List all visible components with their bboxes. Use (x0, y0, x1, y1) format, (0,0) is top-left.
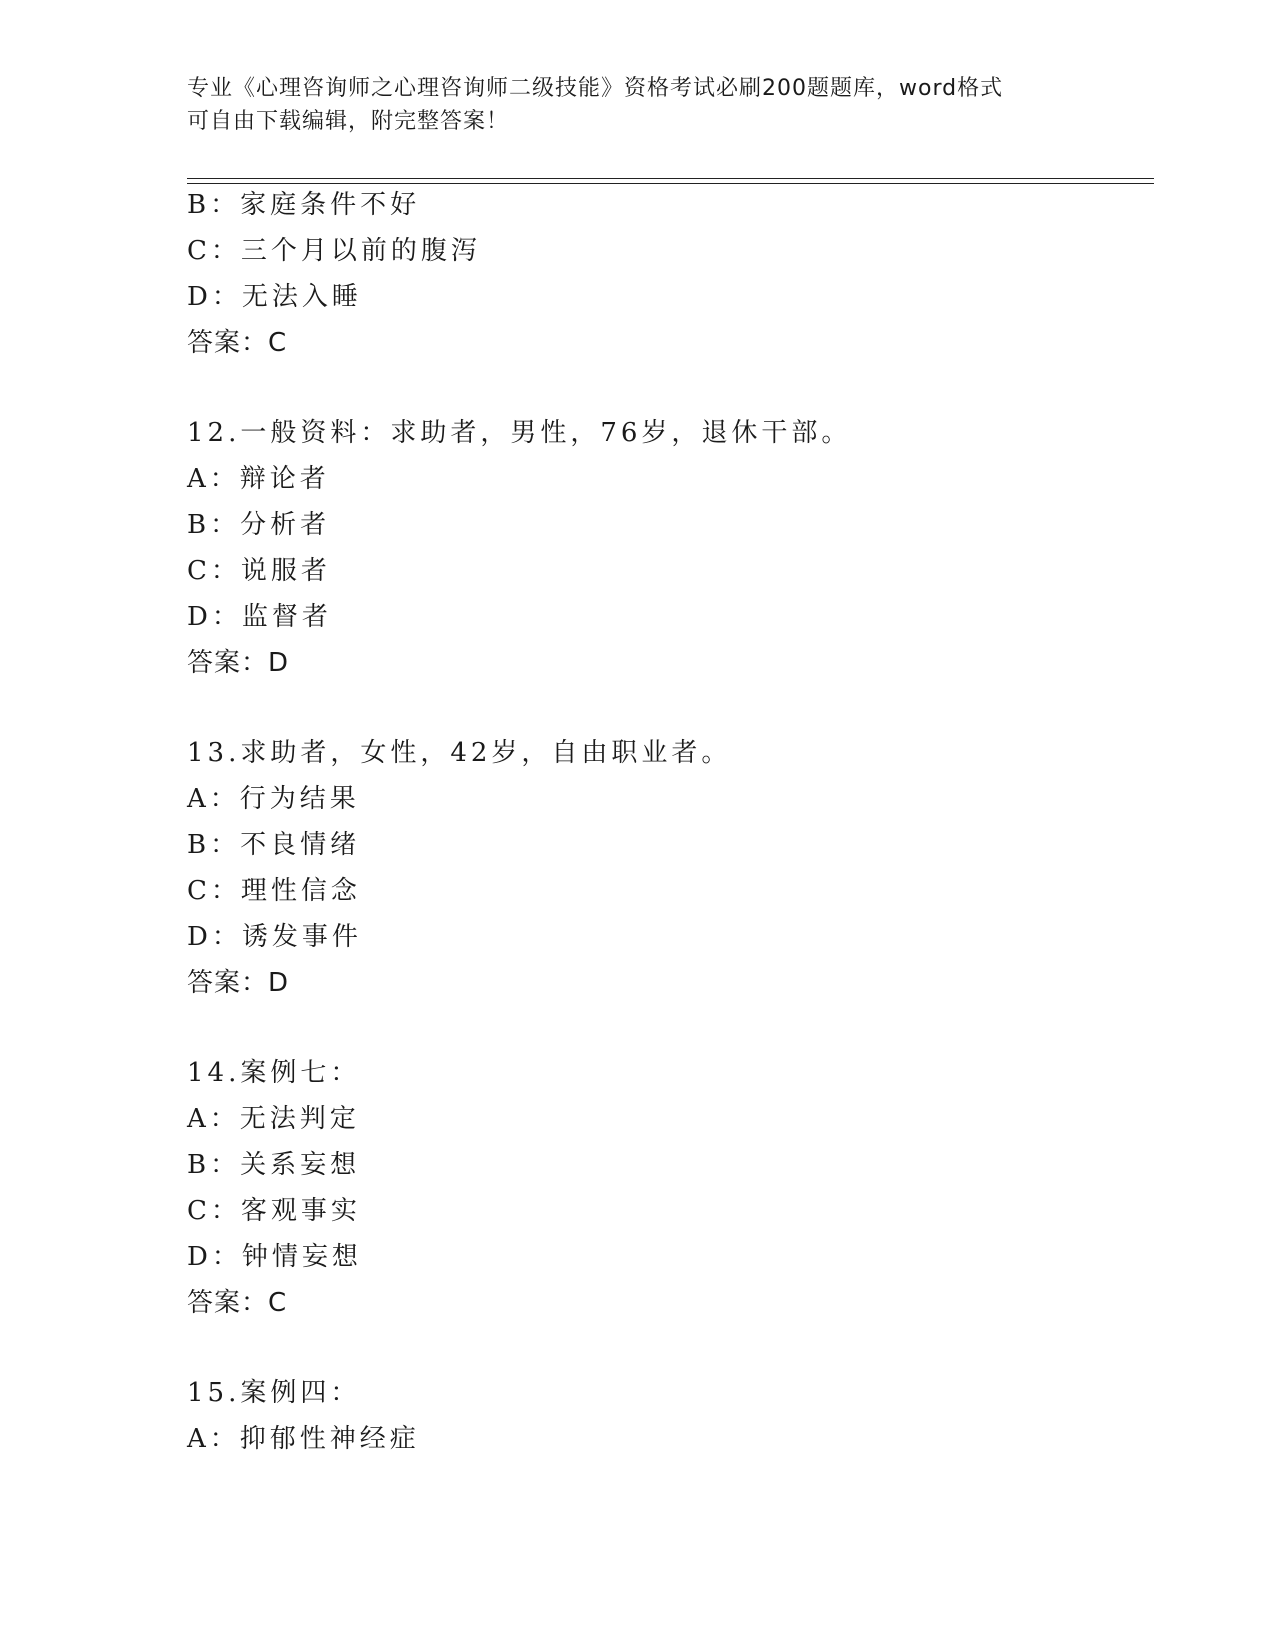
header-line-2: 可自由下载编辑，附完整答案！ (187, 109, 510, 134)
document-header (187, 72, 1087, 138)
question-block-14 (187, 1058, 1147, 1334)
option-d: D：诱发事件 (187, 922, 362, 952)
answer-line: 答案：C (187, 328, 288, 358)
header-divider-bottom (187, 183, 1154, 184)
option-b: B：不良情绪 (187, 830, 361, 860)
option-b: B：家庭条件不好 (187, 190, 421, 220)
answer-line: 答案：C (187, 1288, 288, 1318)
option-a: A：抑郁性神经症 (187, 1424, 420, 1454)
option-c: C：客观事实 (187, 1196, 361, 1226)
header-line-1: 专业《心理咨询师之心理咨询师二级技能》资格考试必刷200题题库，word格式 (187, 76, 1004, 101)
option-c: C：说服者 (187, 556, 331, 586)
option-a: A：行为结果 (187, 784, 360, 814)
question-text: 12.一般资料：求助者，男性，76岁，退休干部。 (187, 418, 852, 448)
option-b: B：关系妄想 (187, 1150, 361, 1180)
option-d: D：钟情妄想 (187, 1242, 362, 1272)
question-block-13 (187, 738, 1147, 1014)
question-text: 14.案例七： (187, 1058, 361, 1088)
option-a: A：辩论者 (187, 464, 330, 494)
answer-line: 答案：D (187, 648, 290, 678)
question-block-11 (187, 190, 1147, 374)
option-c: C：三个月以前的腹泻 (187, 236, 481, 266)
option-d: D：无法入睡 (187, 282, 362, 312)
question-text: 15.案例四： (187, 1378, 361, 1408)
option-d: D：监督者 (187, 602, 332, 632)
question-block-15 (187, 1378, 1147, 1470)
question-text: 13.求助者，女性，42岁，自由职业者。 (187, 738, 732, 768)
option-b: B：分析者 (187, 510, 331, 540)
header-divider-top (187, 178, 1154, 179)
answer-line: 答案：D (187, 968, 290, 998)
question-list (187, 190, 1147, 1470)
question-block-12 (187, 418, 1147, 694)
option-a: A：无法判定 (187, 1104, 360, 1134)
option-c: C：理性信念 (187, 876, 361, 906)
